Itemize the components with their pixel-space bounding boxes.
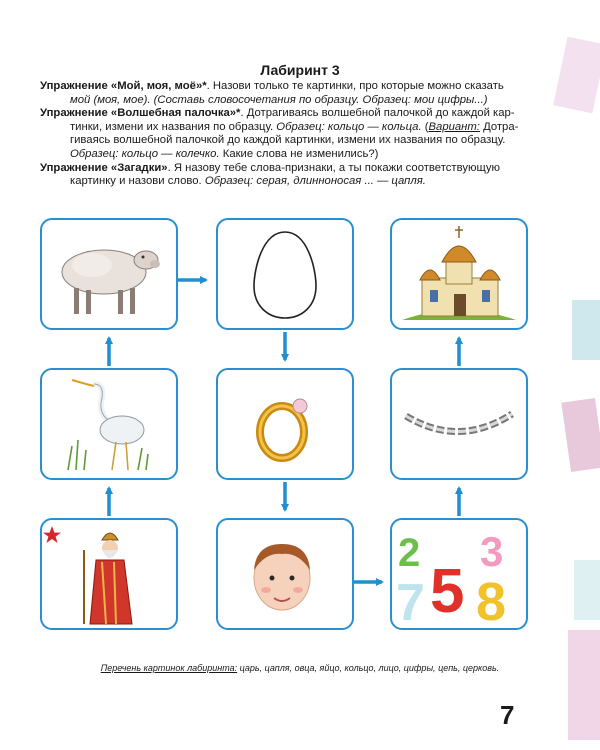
- caption-label: Перечень картинок лабиринта:: [100, 663, 238, 673]
- digit-5: 5: [430, 557, 465, 626]
- picture-card-face[interactable]: [216, 518, 354, 630]
- tsar-icon: [42, 520, 176, 628]
- exercise-3-name: Упражнение «Загадки»: [40, 161, 168, 174]
- ring-icon: [218, 370, 352, 478]
- exercise-3: Упражнение «Загадки». Я назову тебе слова-признаки, а ты покажи соответствующую: [40, 161, 500, 174]
- church-icon: [392, 220, 526, 328]
- caption-list: царь, цапля, овца, яйцо, кольцо, лицо, цифры, цепь, церковь.: [237, 663, 500, 673]
- digit-3: 3: [480, 528, 504, 575]
- variant-label: Вариант:: [428, 120, 480, 133]
- sheep-icon: [42, 220, 176, 328]
- picture-card-digits[interactable]: [390, 518, 528, 630]
- exercise-1-example: мой (моя, мое). (Составь словосочетания по образцу. Образец: мои цифры...): [70, 93, 488, 106]
- picture-card-church[interactable]: [390, 218, 528, 330]
- exercise-1: Упражнение «Мой, моя, моё»*. Назови только те картинки, про которые можно сказать: [40, 80, 504, 92]
- digit-8: 8: [476, 572, 507, 628]
- page-title: Лабиринт 3: [260, 62, 340, 78]
- picture-list-caption: [0, 663, 600, 673]
- picture-card-sheep[interactable]: [40, 218, 178, 330]
- picture-card-tsar[interactable]: [40, 518, 178, 630]
- heron-icon: [42, 370, 176, 478]
- exercise-text: Упражнение «Мой, моя, моё»*. Назови только те картинки, про которые можно сказать мой (моя, мое). (Составь словосочетания по образцу. Образец: мои цифры...) Упражнение «Волшебная палочка»*. Дотрагиваясь волшебной палочкой до каждой кар- тинки, измени их названия по образцу. Образец: кольцо — кольца. (Вариант: Дотра- гиваясь волшебной палочкой до каждой картинки, измени их названия по образцу. Образец: кольцо — колечко. Какие слова не изменились?) Упражнение «Загадки». Я назову тебе слова-признаки, а ты покажи соответствующую картинку и назови слово. Образец: серая, длинноносая ... — цапля.: [40, 80, 560, 189]
- page-number: 7: [500, 700, 515, 730]
- picture-card-egg[interactable]: [216, 218, 354, 330]
- digit-7: 7: [396, 574, 425, 628]
- digit-2: 2: [398, 531, 421, 575]
- picture-card-chain[interactable]: [390, 368, 528, 480]
- picture-card-ring[interactable]: [216, 368, 354, 480]
- exercise-1-name: Упражнение «Мой, моя, моё»*: [40, 80, 207, 92]
- exercise-2-name: Упражнение «Волшебная палочка»*: [40, 107, 241, 120]
- face-icon: [218, 520, 352, 628]
- chain-icon: [392, 370, 526, 478]
- exercise-2: Упражнение «Волшебная палочка»*. Дотрагиваясь волшебной палочкой до каждой кар-: [40, 107, 515, 120]
- picture-card-heron[interactable]: [40, 368, 178, 480]
- egg-icon: [218, 220, 352, 328]
- digits-icon: [392, 520, 526, 628]
